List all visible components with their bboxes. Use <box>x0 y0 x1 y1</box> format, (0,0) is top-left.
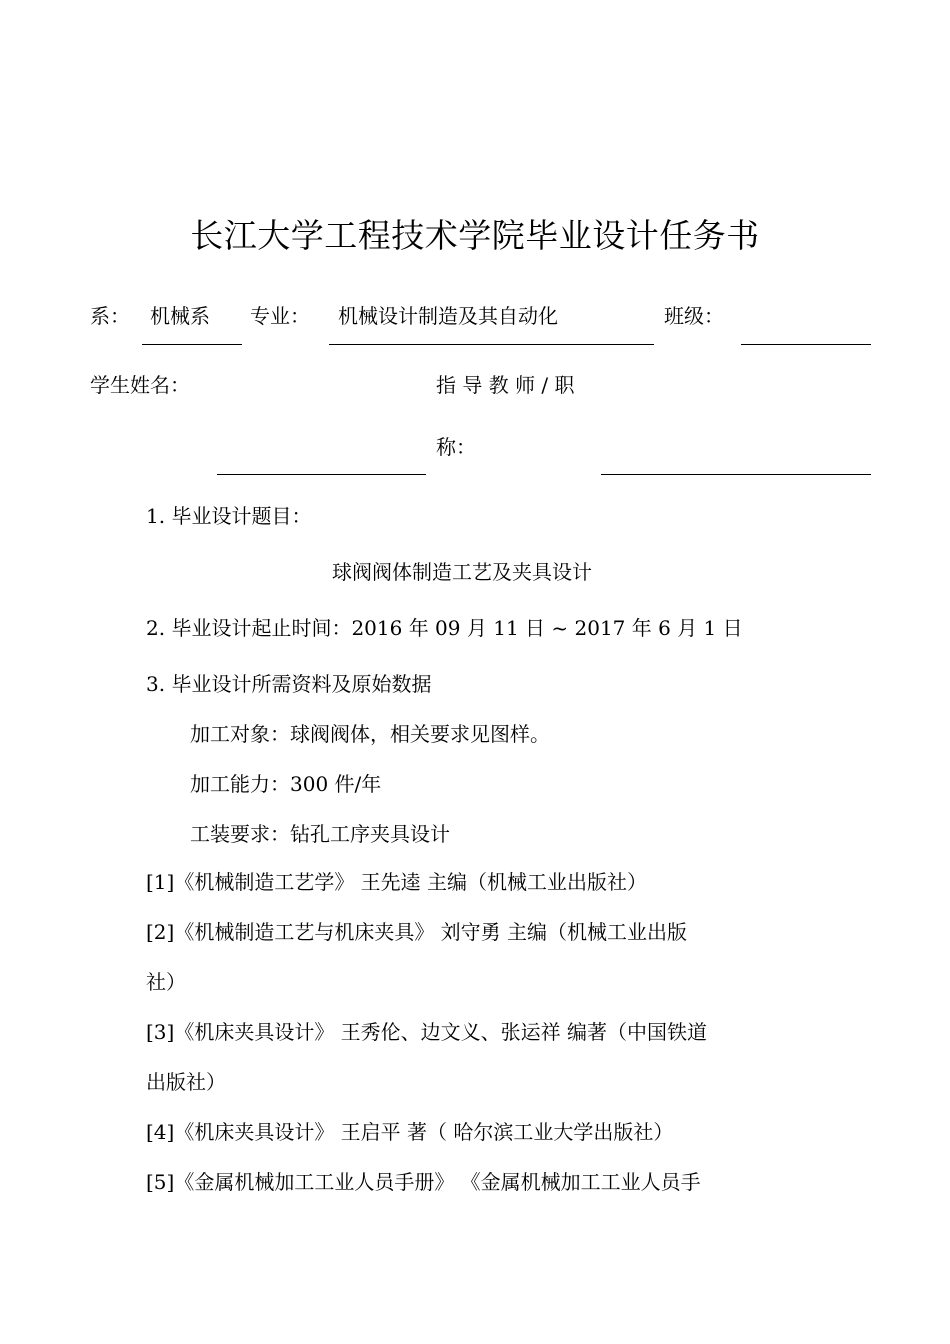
design-topic: 球阀阀体制造工艺及夹具设计 <box>332 560 592 584</box>
section-3-item: 工装要求：钻孔工序夹具设计 <box>190 822 450 846</box>
section-3-heading: 3. 毕业设计所需资料及原始数据 <box>146 672 432 696</box>
reference-line: 社） <box>146 970 186 994</box>
reference-line: [1]《机械制造工艺学》 王先逵 主编（机械工业出版社） <box>146 870 648 894</box>
reference-line: [5]《金属机械加工工业人员手册》 《金属机械加工工业人员手 <box>146 1170 701 1194</box>
department-value: 机械系 <box>150 304 210 328</box>
reference-line: [3]《机床夹具设计》 王秀伦、边文义、张运祥 编著（中国铁道 <box>146 1020 708 1044</box>
department-underline <box>142 344 242 345</box>
advisor-label: 指 导 教 师 / 职 <box>436 373 575 397</box>
document-title: 长江大学工程技术学院毕业设计任务书 <box>190 216 760 255</box>
section-1-heading: 1. 毕业设计题目： <box>146 504 312 528</box>
reference-line: [2]《机械制造工艺与机床夹具》 刘守勇 主编（机械工业出版 <box>146 920 688 944</box>
section-3-item: 加工能力：300 件/年 <box>190 772 382 796</box>
section-2-heading: 2. 毕业设计起止时间：2016 年 09 月 11 日 ~ 2017 年 6 月 1 日 <box>146 616 743 640</box>
student-name-underline <box>217 474 426 475</box>
major-label: 专业： <box>250 304 310 328</box>
class-underline <box>741 344 871 345</box>
advisor-label-cont: 称： <box>436 435 476 459</box>
section-3-item: 加工对象：球阀阀体，相关要求见图样。 <box>190 722 550 746</box>
reference-line: [4]《机床夹具设计》 王启平 著（ 哈尔滨工业大学出版社） <box>146 1120 674 1144</box>
reference-line: 出版社） <box>146 1070 226 1094</box>
class-label: 班级： <box>664 304 724 328</box>
major-underline <box>329 344 654 345</box>
department-label: 系： <box>90 304 130 328</box>
advisor-underline <box>601 474 871 475</box>
student-name-label: 学生姓名： <box>90 373 190 397</box>
major-value: 机械设计制造及其自动化 <box>338 304 558 328</box>
